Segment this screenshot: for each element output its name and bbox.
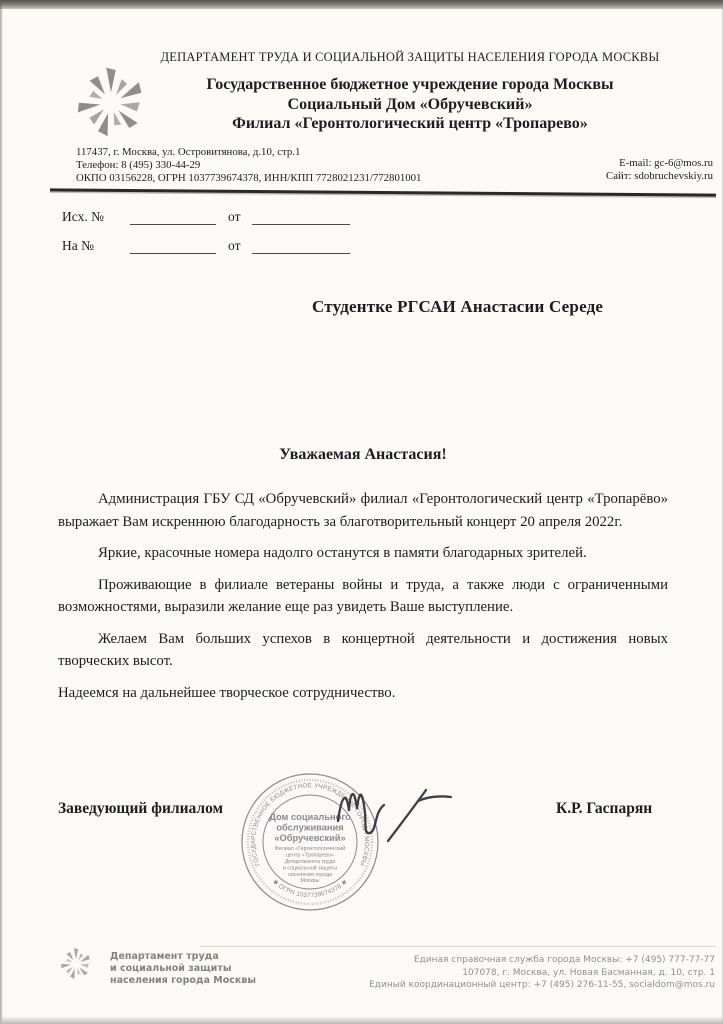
body-paragraph-1: Администрация ГБУ СД «Обручевский» филиал «Геронтологический центр «Тропарёво» выражает Вам искреннюю благодарность за благотворительный концерт 20 апреля 2022г.: [58, 491, 668, 530]
footer-logo-starburst-icon: [58, 946, 94, 982]
site-line: Сайт: sdobruchevskiy.ru: [606, 169, 713, 182]
stamp-center-line: населения города: [287, 872, 333, 878]
footer-department-line: Департамент труда: [110, 951, 219, 962]
addressee: Студентке РГСАИ Анастасии Середе: [312, 297, 604, 316]
outgoing-number-blank: [130, 224, 216, 225]
stamp-ring-top-text: ГОСУДАРСТВЕННОЕ БЮДЖЕТНОЕ УЧРЕЖДЕНИЕ ГОРОДА МОСКВЫ: [249, 782, 371, 867]
contact-codes: ОКПО 03156228, ОГРН 1037739674378, ИНН/КПП 7728021231/772801001: [76, 171, 422, 184]
incoming-from-label: от: [228, 238, 241, 253]
stamp-center-line: Москвы: [300, 878, 320, 884]
body-paragraph-2: Яркие, красочные номера надолго останутся в памяти благодарных зрителей.: [98, 545, 587, 561]
stamp-ring-bottom-text: ✱ ОГРН 1037739674378 ✱: [271, 878, 349, 900]
incoming-number-row: [0, 238, 723, 260]
outgoing-number-row: [0, 209, 723, 231]
footer-department-block: [110, 951, 256, 987]
body-paragraph-4: Желаем Вам больших успехов в концертной деятельности и достижения новых творческих высот.: [58, 630, 668, 669]
salutation: Уважаемая Анастасия!: [279, 446, 447, 463]
org-name-line-2: Социальный Дом «Обручевский»: [287, 95, 533, 113]
department-header: ДЕПАРТАМЕНТ ТРУДА И СОЦИАЛЬНОЙ ЗАЩИТЫ НАСЕЛЕНИЯ ГОРОДА МОСКВЫ: [160, 50, 660, 64]
outgoing-number-label: Исх. №: [62, 209, 104, 224]
footer-department-line: и социальной защиты: [110, 963, 232, 974]
letter-body: [58, 488, 668, 713]
footer-hotline-line: Единая справочная служба города Москвы: +7 (495) 777-77-77: [413, 955, 715, 965]
email-info: [606, 157, 713, 183]
stamp-center-line: Департамента труда: [284, 859, 336, 865]
stamp-center-line: обслуживания: [276, 822, 344, 833]
body-paragraph-5: Надеемся на дальнейшее творческое сотрудничество.: [58, 684, 396, 701]
scan-edge-left: [0, 0, 3, 1024]
signatory-title: Заведующий филиалом: [58, 800, 224, 817]
stamp-center-line: центр «Тропарево»: [286, 852, 334, 859]
outgoing-date-blank: [252, 224, 350, 225]
scan-edge-top: [0, 0, 723, 9]
header-divider-rule: [50, 188, 716, 197]
stamp-center-line: Дом социального: [269, 812, 351, 822]
contact-phone: Телефон: 8 (495) 330-44-29: [76, 158, 201, 171]
incoming-number-label: На №: [62, 238, 94, 253]
body-paragraph-3: Проживающие в филиале ветераны войны и труда, а также люди с ограниченными возможностями, выразили желание еще раз увидеть Ваше выступление.: [58, 576, 668, 615]
email-line: E-mail: gc-6@mos.ru: [619, 157, 713, 169]
signatory-name: К.Р. Гаспарян: [556, 800, 653, 817]
org-name-line-1: Государственное бюджетное учреждение города Москвы: [206, 76, 614, 93]
stamp-center-line: Филиал «Геронтологический: [274, 846, 346, 852]
incoming-date-blank: [252, 253, 350, 254]
footer-department-line: населения города Москвы: [110, 975, 256, 986]
org-name-block: [108, 75, 712, 134]
contact-info: [76, 146, 421, 184]
stamp-center-line: и социальной защиты: [282, 865, 338, 872]
footer-divider-rule: [200, 946, 716, 947]
footer-coordination-line: Единый координационный центр: +7 (495) 276-11-55, socialdom@mos.ru: [369, 980, 715, 990]
scan-edge-bottom: [0, 1016, 723, 1024]
footer-address-line: 107078, г. Москва, ул. Новая Басманная, д. 10, стр. 1: [462, 967, 715, 978]
org-name-line-3: Филиал «Геронтологический центр «Тропарево»: [232, 115, 588, 132]
footer-contacts-block: [369, 954, 715, 992]
incoming-number-blank: [130, 253, 216, 254]
contact-address: 117437, г. Москва, ул. Островитянова, д.10, стр.1: [76, 146, 301, 158]
outgoing-from-label: от: [228, 209, 241, 224]
stamp-center-line: «Обручевский»: [274, 833, 346, 843]
handwritten-signature: [330, 775, 462, 847]
